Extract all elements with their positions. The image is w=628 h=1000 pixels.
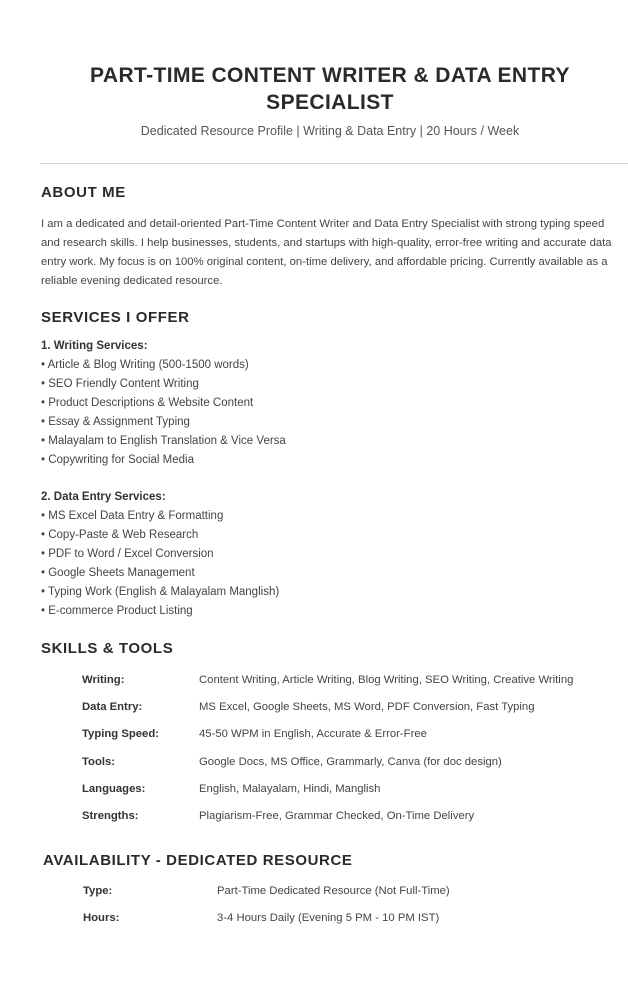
list-item: • SEO Friendly Content Writing [41, 375, 601, 394]
skills-value: Content Writing, Article Writing, Blog Writing, SEO Writing, Creative Writing [199, 674, 574, 686]
skills-row [82, 674, 622, 701]
list-item: • Typing Work (English & Malayalam Manglish) [41, 583, 601, 602]
list-item: • Article & Blog Writing (500-1500 words) [41, 356, 601, 375]
writing-services-list [41, 356, 601, 470]
header-divider [40, 163, 628, 164]
about-text: I am a dedicated and detail-oriented Part-Time Content Writer and Data Entry Specialist with strong typing speed and research skills. I help businesses, students, and startups with high-quality, error-free writing and accurate data entry work. My focus is on 100% original content, on-time delivery, and affordable pricing. Currently available as a reliable evening dedicated resource. [41, 218, 612, 287]
list-item: • Malayalam to English Translation & Vice Versa [41, 432, 601, 451]
page-title [30, 62, 628, 116]
list-item: • Product Descriptions & Website Content [41, 394, 601, 413]
skills-table [82, 674, 622, 837]
availability-label: Type: [83, 885, 113, 897]
data-entry-services-list [41, 507, 601, 621]
skills-label: Tools: [82, 755, 116, 768]
data-entry-services-block [41, 488, 601, 621]
availability-label: Hours: [83, 912, 120, 925]
availability-row [83, 912, 603, 939]
list-item: • PDF to Word / Excel Conversion [41, 545, 601, 564]
writing-services-block [41, 337, 601, 470]
skills-row [82, 728, 622, 755]
skills-label: Typing Speed: [82, 728, 159, 741]
services-heading: SERVICES I OFFER [41, 309, 190, 326]
availability-row [83, 885, 603, 912]
page-subtitle: Dedicated Resource Profile | Writing & Data Entry | 20 Hours / Week [140, 124, 520, 138]
skills-value: Google Docs, MS Office, Grammarly, Canva (for doc design) [199, 755, 502, 768]
skills-value: 45-50 WPM in English, Accurate & Error-Free [199, 728, 427, 741]
list-item: • Google Sheets Management [41, 564, 601, 583]
availability-value: 3-4 Hours Daily (Evening 5 PM - 10 PM IST) [217, 912, 440, 925]
skills-row [82, 810, 622, 837]
skills-row [82, 783, 622, 810]
list-item: • Copywriting for Social Media [41, 451, 601, 470]
list-item: • Copy-Paste & Web Research [41, 526, 601, 545]
skills-label: Data Entry: [82, 701, 143, 714]
skills-label: Strengths: [82, 809, 139, 822]
availability-value: Part-Time Dedicated Resource (Not Full-Time) [217, 885, 450, 897]
skills-row [82, 701, 622, 728]
list-item: • Essay & Assignment Typing [41, 413, 601, 432]
skills-label: Languages: [82, 782, 146, 795]
title-line-1: PART-TIME CONTENT WRITER & DATA ENTRY [90, 64, 570, 87]
writing-services-title: 1. Writing Services: [41, 340, 148, 352]
list-item: • E-commerce Product Listing [41, 602, 601, 621]
skills-row [82, 756, 622, 783]
list-item: • MS Excel Data Entry & Formatting [41, 507, 601, 526]
about-heading: ABOUT ME [41, 184, 126, 201]
skills-heading: SKILLS & TOOLS [41, 640, 174, 657]
skills-value: Plagiarism-Free, Grammar Checked, On-Time Delivery [199, 809, 475, 822]
availability-heading: AVAILABILITY - DEDICATED RESOURCE [43, 852, 353, 869]
skills-value: MS Excel, Google Sheets, MS Word, PDF Conversion, Fast Typing [199, 701, 535, 714]
title-line-2: SPECIALIST [266, 91, 394, 114]
skills-label: Writing: [82, 674, 125, 686]
skills-value: English, Malayalam, Hindi, Manglish [199, 782, 381, 795]
data-entry-services-title: 2. Data Entry Services: [41, 491, 166, 503]
availability-table [83, 885, 603, 939]
